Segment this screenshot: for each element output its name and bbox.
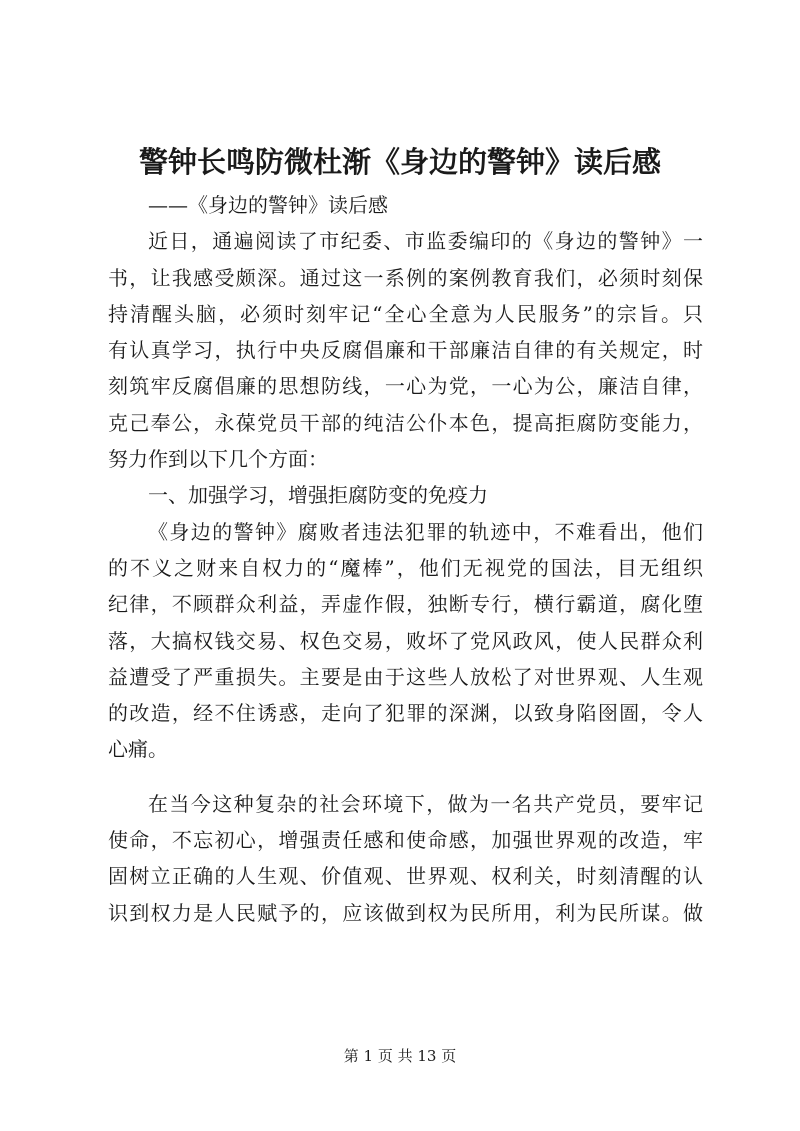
text-line: 近日，通遍阅读了市纪委、市监委编印的《身边的警钟》一: [148, 229, 703, 254]
text-line: 落，大搞权钱交易、权色交易，败坏了党风政风，使人民群众利: [108, 628, 703, 653]
text-line: 刻筑牢反腐倡廉的思想防线，一心为党，一心为公，廉洁自律，: [108, 374, 703, 399]
text-line: 的不义之财来自权力的“魔棒”，他们无视党的国法，目无组织: [108, 555, 703, 580]
text-line: 纪律，不顾群众利益，弄虚作假，独断专行，横行霸道，腐化堕: [108, 592, 703, 617]
document-title: 警钟长鸣防微杜渐《身边的警钟》读后感: [138, 145, 661, 179]
text-line: 益遭受了严重损失。主要是由于这些人放松了对世界观、人生观: [108, 664, 703, 689]
text-line: ——《身边的警钟》读后感: [148, 193, 388, 217]
text-line: 识到权力是人民赋予的，应该做到权为民所用，利为民所谋。做: [108, 900, 703, 925]
paragraph-gap: [108, 768, 703, 786]
text-line: 持清醒头脑，必须时刻牢记“全心全意为人民服务”的宗旨。只: [108, 301, 703, 326]
page-footer: 第 1 页 共 13 页: [343, 1047, 457, 1065]
document-body: [108, 187, 703, 931]
text-line: 克己奉公，永葆党员干部的纯洁公仆本色，提高拒腐防变能力，: [108, 410, 703, 435]
text-line: 固树立正确的人生观、价值观、世界观、权利关，时刻清醒的认: [108, 864, 703, 889]
text-line: 心痛。: [108, 737, 168, 762]
text-line: 的改造，经不住诱惑，走向了犯罪的深渊，以致身陷囹圄，令人: [108, 701, 703, 726]
text-line: 《身边的警钟》腐败者违法犯罪的轨迹中，不难看出，他们: [148, 519, 703, 544]
text-line: 努力作到以下几个方面：: [108, 447, 328, 472]
text-line: 使命，不忘初心，增强责任感和使命感，加强世界观的改造，牢: [108, 828, 703, 853]
text-line: 一、加强学习，增强拒腐防变的免疫力: [148, 483, 488, 508]
text-line: 有认真学习，执行中央反腐倡廉和干部廉洁自律的有关规定，时: [108, 338, 703, 363]
text-line: 在当今这种复杂的社会环境下，做为一名共产党员，要牢记: [148, 791, 703, 816]
text-line: 书，让我感受颇深。通过这一系例的案例教育我们，必须时刻保: [108, 265, 703, 290]
